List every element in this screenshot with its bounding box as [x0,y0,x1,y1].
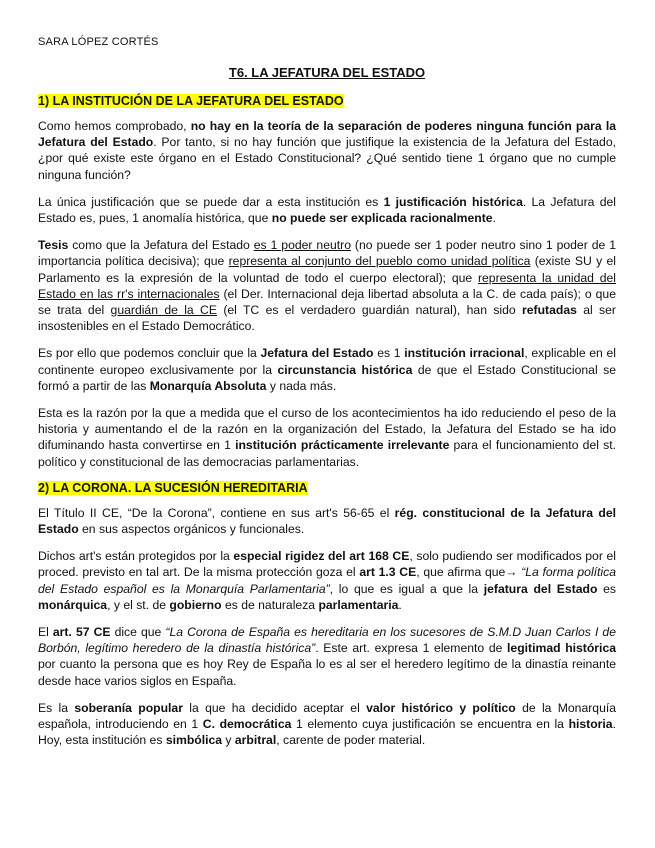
text: El [38,625,53,640]
text: El Título II CE, “De la Corona”, contiene en sus art's 56-65 el [38,505,395,520]
text: , y el st. de [107,597,170,612]
text: (existe SU y el Parlamento es la expresión de la voluntad de todo el cuerpo electoral); que [38,254,616,285]
text: y [222,733,235,748]
section-1-paragraph-1 [38,118,616,183]
section-2-paragraph-3 [38,624,616,689]
text: . Este art. expresa 1 elemento de [315,641,508,656]
document-page [38,36,616,760]
italic-quote: “La Corona de España es hereditaria en los sucesores de S.M.D Juan Carlos I de Borbón, legítimo heredero de la dinastía histórica” [38,625,616,656]
bold-text: C. democrática [202,717,292,732]
bold-text: parlamentaria [318,597,399,612]
text: por cuanto la persona que es hoy Rey de España lo es al ser el heredero legítimo de la dinastía reinante desde hace varios siglos en España. [38,657,616,688]
text: Como hemos comprobado, [38,119,191,133]
bold-text: institución irracional [404,346,525,361]
section-1-paragraph-4 [38,345,616,394]
bold-text: soberanía popular [74,700,183,715]
bold-text: especial rigidez del art 168 CE [233,549,410,564]
bold-text: no hay en la teoría de la separación de poderes ninguna función para la Jefatura del Estado [38,119,617,150]
bold-text: historia [568,717,613,732]
underlined-text: representa la unidad del Estado en las rr's internacionales [38,270,616,301]
section-1-heading [38,94,616,108]
text: Esta es la razón por la que a medida que el curso de los acontecimientos ha ido reduciendo el peso de la historia y aumentando el de la razón en la organización del Estado, la Jefatura del Estado se ha ido difuminando hasta convertirse en 1 [38,406,616,453]
text: Dichos art's están protegidos por la [38,549,234,564]
text: es de naturaleza [221,597,319,612]
text: de la Monarquía española, introduciendo en 1 [38,700,617,732]
section-2-paragraph-4 [38,700,616,749]
bold-text: Jefatura del Estado [260,346,374,361]
text: en sus aspectos orgánicos y funcionales. [78,522,305,537]
bold-text: Monarquía Absoluta [149,378,267,393]
text: La única justificación que se puede dar a esta institución es [38,194,384,209]
bold-text: art. 57 CE [52,625,111,640]
text: , solo pudiendo ser modificados por el proced. previsto en tal art. De la misma protección goza el [38,549,616,580]
author-name: SARA LÓPEZ CORTÉS [38,36,159,48]
section-2-heading [38,481,616,495]
bold-text: Tesis [38,238,69,253]
text: Es la [38,700,75,715]
bold-text: jefatura del Estado [483,581,598,596]
text: . [398,597,402,612]
section-1-paragraph-3 [38,237,616,334]
text: . Por tanto, si no hay función que justifique la existencia de la Jefatura del Estado, ¿por qué existe este órgano en el Estado Constitucional? ¿Qué sentido tiene 1 órgano que no cumple ninguna función? [38,135,616,182]
bold-text: art 1.3 CE [359,565,417,580]
bold-text: no puede ser explicada racionalmente [271,211,493,226]
text: Es por ello que podemos concluir que la [38,346,261,361]
text: 1 elemento cuya justificación se encuentra en la [291,717,569,732]
text: es [597,581,617,596]
section-1-heading-text: 1) LA INSTITUCIÓN DE LA JEFATURA DEL ESTADO [38,94,344,108]
section-1-paragraph-2 [38,194,616,226]
underlined-text: es 1 poder neutro [253,238,351,253]
section-2-heading-text: 2) LA CORONA. LA SUCESIÓN HEREDITARIA [38,480,308,495]
text: . [492,211,496,226]
bold-text: rég. constitucional de la Jefatura del Estado [38,505,616,537]
text: es 1 [373,346,405,361]
section-2-paragraph-2 [38,548,616,613]
bold-text: circunstancia histórica [277,362,413,377]
section-2-paragraph-1 [38,505,616,537]
text: . La Jefatura del Estado es, pues, 1 anomalía histórica, que [38,194,616,226]
text: la que ha decidido aceptar el [182,700,367,715]
bold-text: valor histórico y político [366,700,516,715]
text: de que el Estado Constitucional se formó a partir de las [38,362,617,393]
text: (el TC es el verdadero guardián natural), han sido [216,303,523,318]
text: (no puede ser 1 poder neutro sino 1 poder de 1 importancia política decisiva); que [38,238,616,269]
text: , carente de poder material. [276,733,426,748]
underlined-text: representa al conjunto del pueblo como unidad política [228,254,531,269]
text: , lo que es igual a que la [329,581,484,596]
bold-text: arbitral [234,733,277,748]
underlined-text: guardián de la CE [110,303,217,318]
text: como que la Jefatura del Estado [68,238,254,253]
bold-text: gobierno [169,597,222,612]
section-1-paragraph-5 [38,405,616,470]
bold-text: simbólica [165,733,223,748]
document-title: T6. LA JEFATURA DEL ESTADO [228,65,426,80]
text: , explicable en el continente europeo exclusivamente por la [38,346,616,377]
bold-text: monárquica [38,597,108,612]
text: al ser insostenibles en el Estado Democrático. [38,303,616,334]
bold-text: legitimad histórica [507,641,616,656]
text: , que afirma que→ [416,565,522,580]
italic-quote: “La forma política del Estado español es la Monarquía Parlamentaria” [38,565,617,596]
bold-text: institución prácticamente irrelevante [235,438,450,453]
bold-text: refutadas [522,303,577,318]
text: . Hoy, esta institución es [38,717,616,748]
text: dice que [110,625,166,640]
text: (el Der. Internacional deja libertad absoluta a la C. de cada país); o que se trata del [38,286,616,318]
bold-text: 1 justificación histórica [383,194,523,209]
text: para el funcionamiento del st. político y constitucional de las democracias parlamentarias. [38,438,616,469]
text: y nada más. [266,378,337,393]
